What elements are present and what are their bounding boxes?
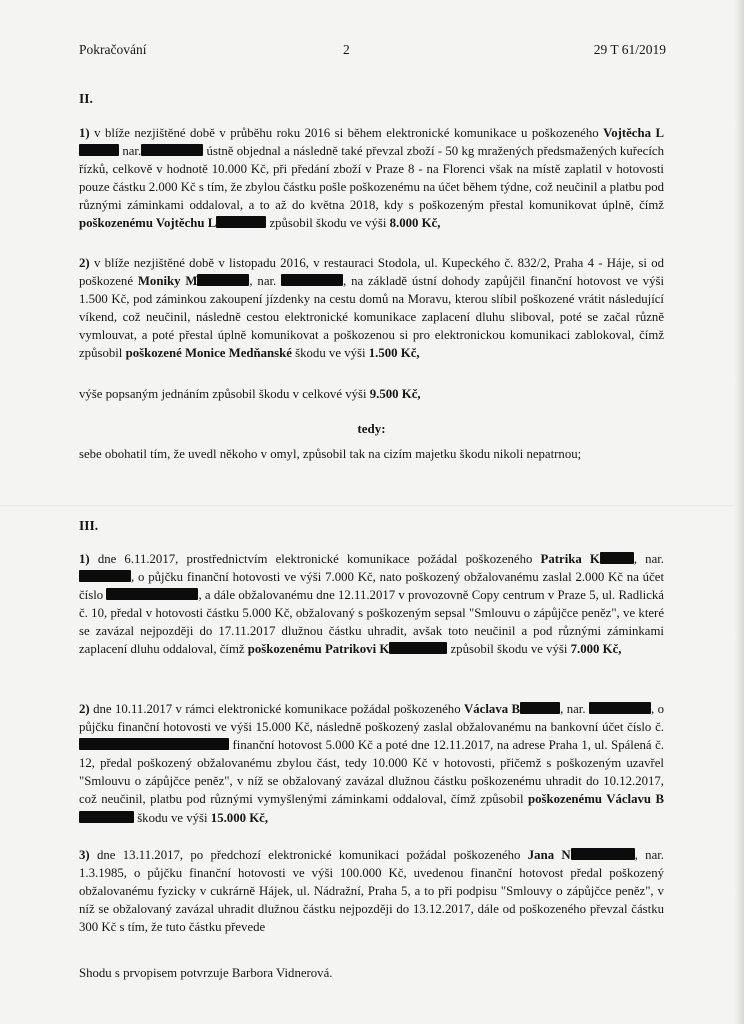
text: škodu ve výši <box>295 346 366 361</box>
text: způsobil škodu ve výši <box>269 216 387 231</box>
paragraph-iii-2 <box>79 700 664 827</box>
damage-amount: 15.000 Kč, <box>210 810 269 825</box>
text: výše popsaným jednáním způsobil škodu v celkové výši <box>79 387 367 401</box>
redaction-bar <box>281 274 343 286</box>
victim-name: Vojtěcha L <box>603 126 664 140</box>
victim-name: poškozené Monice Medňanské <box>125 346 292 361</box>
redaction-bar <box>79 570 131 582</box>
redaction-bar <box>79 144 119 156</box>
redaction-bar <box>589 702 651 714</box>
redaction-bar <box>520 702 560 714</box>
redaction-bar <box>141 144 203 156</box>
redaction-bar <box>571 848 635 860</box>
item-number: 1) <box>79 126 90 140</box>
text: dne 13.11.2017, po předchozí elektronické komunikaci požádal poškozeného <box>96 848 521 862</box>
text: , nar. <box>560 702 586 716</box>
page-edge-shadow <box>734 0 744 1024</box>
header-page-number: 2 <box>343 42 350 57</box>
redaction-bar <box>106 588 198 600</box>
total-amount: 9.500 Kč, <box>369 387 421 401</box>
damage-amount: 1.500 Kč, <box>368 346 420 361</box>
redaction-bar <box>216 216 266 228</box>
victim-name: poškozenému Patrikovi K <box>247 642 390 657</box>
paragraph-iii-1 <box>79 550 664 659</box>
paragraph-ii-2 <box>79 254 664 363</box>
text: škodu ve výši <box>137 810 208 825</box>
item-number: 3) <box>79 848 90 862</box>
redaction-bar <box>79 738 229 750</box>
page-fold <box>0 505 744 507</box>
redaction-bar <box>197 274 249 286</box>
damage-amount: 7.000 Kč, <box>570 642 622 657</box>
victim-name: Patrika K <box>540 552 600 566</box>
text: způsobil škodu ve výši <box>450 642 568 657</box>
text: , na základě ústní dohody zapůjčil finanční hotovost ve výši 1.500 Kč, pod záminkou zakoupení jízdenky na cestu domů na Moravu, kterou slíbil poškozené vrátit následující víkend, což neučinil, následně cestou elektronické komunikace zaplacení dluhu sliboval, poté se začal různě vymlouvat, a poté přestal úplně komunikovat a poškozenou si pro elektronickou komunikaci zablokoval, čímž způsobil <box>79 274 664 361</box>
victim-name: poškozenému Vojtěchu L <box>79 216 217 231</box>
text: , o půjčku finanční hotovosti ve výši 15.000 Kč, následně poškozený zaslal obžalovanému na bankovní účet číslo č. <box>79 702 665 735</box>
header-case-number: 29 T 61/2019 <box>593 42 666 57</box>
text: finanční hotovost 5.000 Kč a poté dne 12.11.2017, na adrese Praha 1, ul. Spálená č. 12, předal poškozený obžalovanému zbylou část, tedy 10.000 Kč v hotovosti, přičemž s poškozeným uzavřel "Smlouvu o zápůjčce peněz", v níž se obžalovaný zavázal dlužnou částku poškozenému uhradit do 10.12.2017, což neučinil, platbu pod různými vymyšlenými záminkami oddaloval, čímž způsobil <box>79 738 665 807</box>
tedy-label: tedy: <box>357 421 386 436</box>
page-header <box>79 42 666 62</box>
text: nar. <box>122 144 142 159</box>
text: v blíže nezjištěné době v listopadu 2016, v restauraci Stodola, ul. Kupeckého č. 832/2, Praha 4 - Háje, si od poškozené <box>79 256 665 289</box>
text: dne 10.11.2017 v rámci elektronické komunikace požádal poškozeného <box>93 702 461 716</box>
certification-footer: Shodu s prvopisem potvrzuje Barbora Vidnerová. <box>79 966 333 980</box>
paragraph-conclusion: sebe obohatil tím, že uvedl někoho v omyl, způsobil tak na cizím majetku škodu nikoli nepatrnou; <box>79 447 582 461</box>
text: , nar. <box>633 552 665 566</box>
text: , o půjčku finanční hotovosti ve výši 7.000 Kč, nato poškozený obžalovanému zaslal 2.000 Kč na účet číslo <box>79 570 664 603</box>
victim-name: Václava B <box>464 702 521 716</box>
text: , nar. <box>249 274 277 289</box>
victim-name: poškozenému Václavu B <box>528 792 665 807</box>
item-number: 2) <box>79 256 90 270</box>
victim-name: Jana N <box>527 848 571 862</box>
item-number: 1) <box>79 552 90 566</box>
victim-name: Moniky M <box>137 274 198 289</box>
paragraph-ii-1 <box>79 124 664 233</box>
section-heading-ii: II. <box>79 91 93 106</box>
text: , nar. 1.3.1985, o půjčku finanční hotovosti ve výši 100.000 Kč, uvedenou finanční hotovost předal poškozený obžalovanému fyzicky v cukrárně Hájek, ul. Nádražní, Praha 5, a to při podpisu "Smlouvy o zápůjčce peněz", v níž se obžalovaný zavázal uhradit dlužnou částku nejpozději do 13.12.2017, dále od poškozeného převzal částku 300 Kč s tím, že tuto částku převede <box>79 848 664 935</box>
total-damage <box>79 385 664 403</box>
damage-amount: 8.000 Kč, <box>389 216 441 231</box>
redaction-bar <box>79 811 134 823</box>
item-number: 2) <box>79 702 90 716</box>
text: dne 6.11.2017, prostřednictvím elektronické komunikace požádal poškozeného <box>97 552 533 566</box>
redaction-bar <box>389 642 447 654</box>
paragraph-iii-3 <box>79 846 664 936</box>
header-continuation: Pokračování <box>79 42 147 57</box>
text: ústně objednal a následně také převzal zboží - 50 kg mražených předsmažených kuřecích řízků, celkově v hodnotě 10.000 Kč, při předání zboží v Praze 8 - na Florenci však na místě zaplatil v hotovosti pouze částku 2.000 Kč s tím, že zbylou částku pošle poškozenému na účet během týdne, což neučinil a platbu pod různými záminkami oddaloval, a to až do května 2018, kdy s poškozeným přestal komunikovat úplně, čímž <box>79 144 664 213</box>
redaction-bar <box>600 552 634 564</box>
text: , a dále obžalovanému dne 12.11.2017 v provozovně Copy centrum v Praze 5, ul. Radlická č. 10, předal v hotovosti částku 5.000 Kč, obžalovaný s poškozeným sepsal "Smlouvu o zápůjčce peněz", ve které se zavázal nejpozději do 17.11.2017 dlužnou částku uhradit, avšak toto neučinil a pod různými záminkami zaplacení dluhu oddaloval, čímž <box>79 588 664 657</box>
section-heading-iii: III. <box>79 518 99 533</box>
text: v blíže nezjištěné době v průběhu roku 2016 si během elektronické komunikace u poškozeného <box>94 126 599 140</box>
